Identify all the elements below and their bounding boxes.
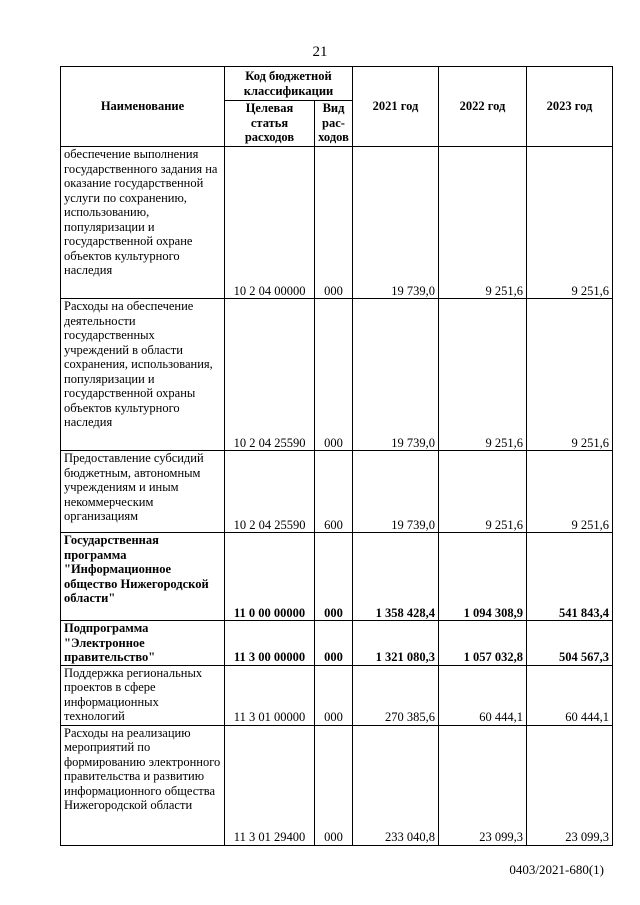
row-target-code: 11 0 00 00000 (225, 533, 315, 621)
row-target-code: 11 3 00 00000 (225, 621, 315, 666)
header-name: Наименование (61, 67, 225, 147)
row-value-2021: 19 739,0 (353, 451, 439, 533)
row-kind-code: 600 (315, 451, 353, 533)
header-2023: 2023 год (527, 67, 613, 147)
header-2021: 2021 год (353, 67, 439, 147)
table-row (61, 533, 613, 621)
table-row (61, 665, 613, 725)
table-row (61, 621, 613, 666)
header-kind: Вид рас-ходов (315, 101, 353, 147)
header-target: Целевая статья расходов (225, 101, 315, 147)
row-value-2021: 1 321 080,3 (353, 621, 439, 666)
row-value-2023: 504 567,3 (527, 621, 613, 666)
table-row (61, 299, 613, 451)
row-target-code: 10 2 04 25590 (225, 299, 315, 451)
row-value-2022: 1 094 308,9 (439, 533, 527, 621)
row-name: Предоставление субсидий бюджетным, автономным учреждениям и иным некоммерческим организациям (61, 451, 225, 533)
row-value-2022: 9 251,6 (439, 451, 527, 533)
row-kind-code: 000 (315, 533, 353, 621)
row-name: Расходы на реализацию мероприятий по формированию электронного правительства и развитию информационного общества Нижегородской области (61, 725, 225, 845)
row-value-2021: 233 040,8 (353, 725, 439, 845)
row-value-2021: 19 739,0 (353, 147, 439, 299)
row-target-code: 11 3 01 29400 (225, 725, 315, 845)
row-value-2023: 9 251,6 (527, 451, 613, 533)
row-value-2022: 9 251,6 (439, 147, 527, 299)
row-value-2023: 9 251,6 (527, 147, 613, 299)
table-row (61, 451, 613, 533)
row-name: Поддержка региональных проектов в сфере информационных технологий (61, 665, 225, 725)
row-name: Государственная программа "Информационное общество Нижегородской области" (61, 533, 225, 621)
header-code-group: Код бюджетной классификации (225, 67, 353, 101)
row-kind-code: 000 (315, 621, 353, 666)
page-number: 21 (312, 44, 328, 60)
row-kind-code: 000 (315, 665, 353, 725)
row-value-2022: 1 057 032,8 (439, 621, 527, 666)
budget-table (60, 66, 613, 846)
row-value-2023: 9 251,6 (527, 299, 613, 451)
row-name: обеспечение выполнения государственного задания на оказание государственной услуги по сохранению, использованию, популяризации и государственной охране объектов культурного наследия (61, 147, 225, 299)
row-name: Подпрограмма "Электронное правительство" (61, 621, 225, 666)
document-number: 0403/2021-680(1) (509, 862, 604, 877)
row-kind-code: 000 (315, 299, 353, 451)
row-kind-code: 000 (315, 725, 353, 845)
row-value-2022: 23 099,3 (439, 725, 527, 845)
row-value-2023: 60 444,1 (527, 665, 613, 725)
row-value-2021: 270 385,6 (353, 665, 439, 725)
table-row (61, 147, 613, 299)
row-value-2023: 541 843,4 (527, 533, 613, 621)
header-2022: 2022 год (439, 67, 527, 147)
table-row (61, 725, 613, 845)
row-target-code: 11 3 01 00000 (225, 665, 315, 725)
row-value-2021: 19 739,0 (353, 299, 439, 451)
row-value-2023: 23 099,3 (527, 725, 613, 845)
row-target-code: 10 2 04 25590 (225, 451, 315, 533)
row-value-2022: 9 251,6 (439, 299, 527, 451)
row-value-2021: 1 358 428,4 (353, 533, 439, 621)
row-name: Расходы на обеспечение деятельности государственных учреждений в области сохранения, использования, популяризации и государственной охраны объектов культурного наследия (61, 299, 225, 451)
row-target-code: 10 2 04 00000 (225, 147, 315, 299)
row-value-2022: 60 444,1 (439, 665, 527, 725)
row-kind-code: 000 (315, 147, 353, 299)
